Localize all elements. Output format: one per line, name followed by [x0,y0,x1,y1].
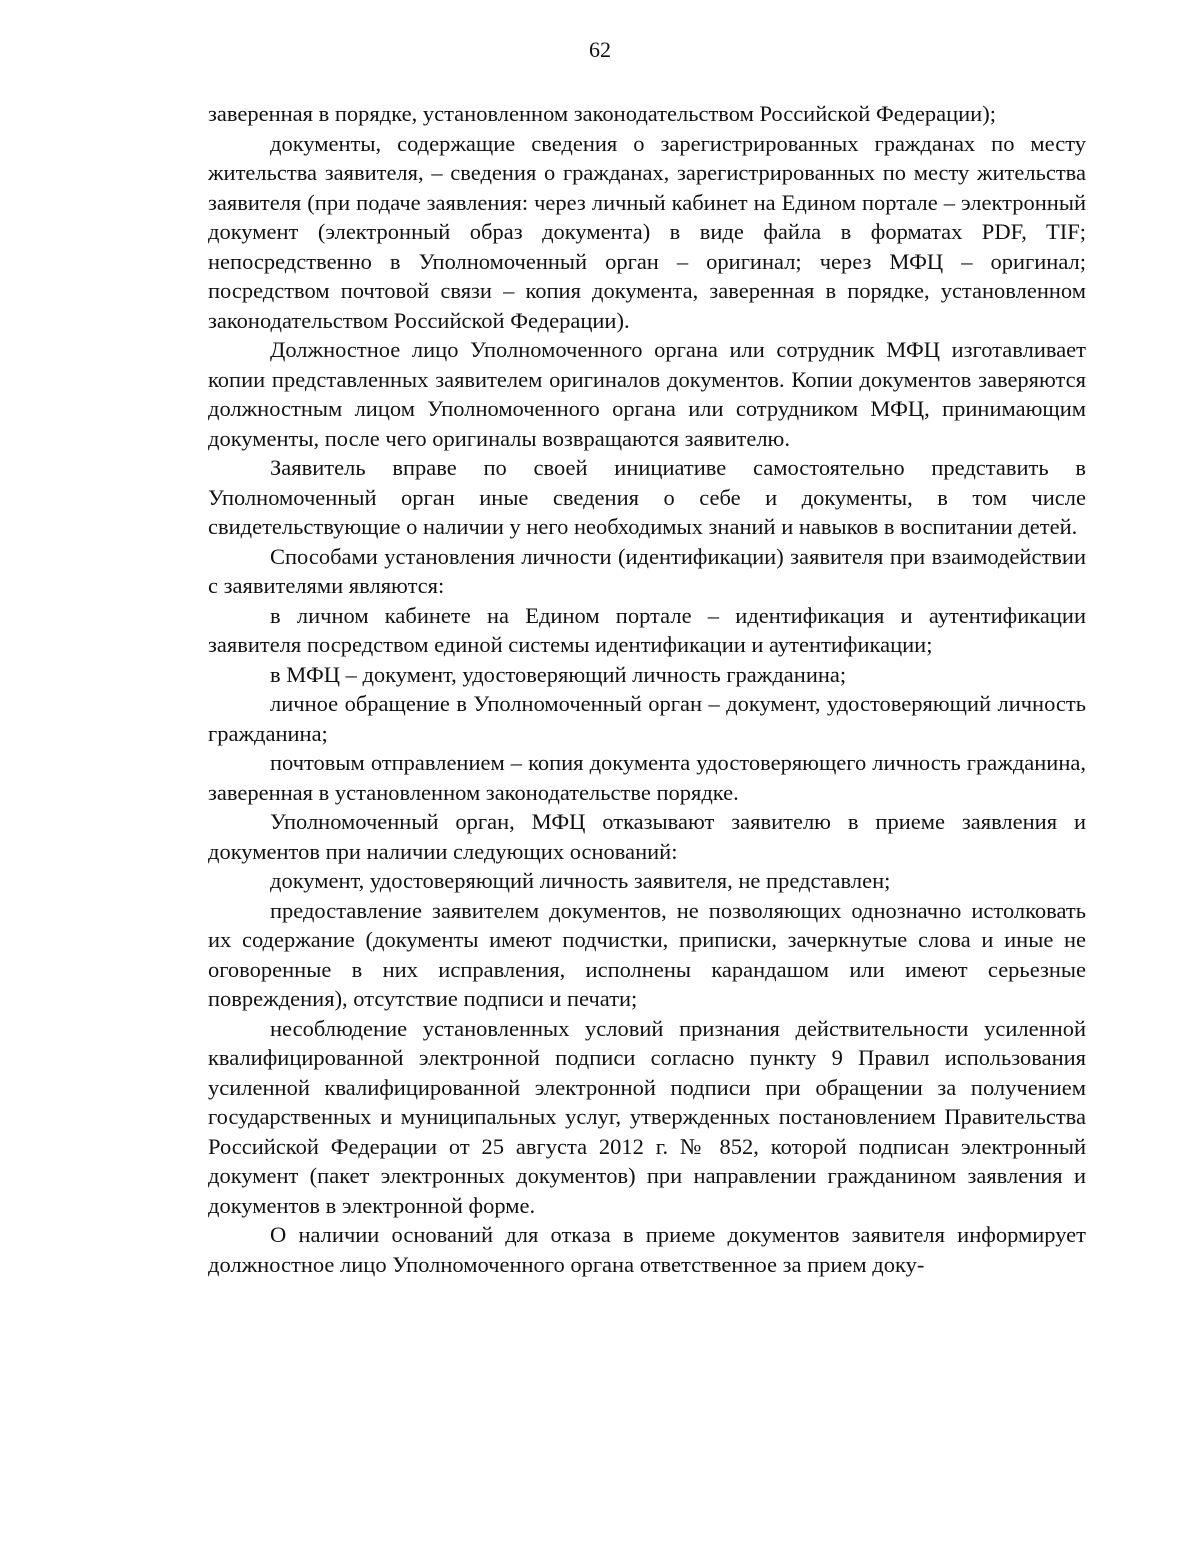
paragraph: документы, содержащие сведения о зарегистрированных гражданах по месту жительства заявителя, – сведения о гражданах, зарегистрированных по месту жительства заявителя (при подаче заявления: через личный кабинет на Едином портале – электронный документ (электронный образ документа) в виде файла в форматах PDF, TIF; непосредственно в Уполномоченный орган – оригинал; через МФЦ – оригинал; посредством почтовой связи – копия документа, заверенная в порядке, установленном законодательством Российской Федерации). [208,130,1086,333]
paragraph: предоставление заявителем документов, не позволяющих однозначно истолковать их содержание (документы имеют подчистки, приписки, зачеркнутые слова и иные не оговоренные в них исправления, исполнены карандашом или имеют серьезные повреждения), отсутствие подписи и печати; [208,897,1086,1011]
paragraph: Уполномоченный орган, МФЦ отказывают заявителю в приеме заявления и документов при наличии следующих оснований: [208,809,1086,864]
paragraph: документ, удостоверяющий личность заявителя, не представлен; [270,868,891,893]
paragraph: Должностное лицо Уполномоченного органа или сотрудник МФЦ изготавливает копии представленных заявителем оригиналов документов. Копии документов заверяются должностным лицом Уполномоченного органа или сотрудником МФЦ, принимающим документы, после чего оригиналы возвращаются заявителю. [208,337,1086,451]
paragraph: Способами установления личности (идентификации) заявителя при взаимодействии с заявителями являются: [208,543,1086,598]
paragraph: в МФЦ – документ, удостоверяющий личность гражданина; [270,661,847,687]
paragraph: О наличии оснований для отказа в приеме документов заявителя информирует должностное лицо Уполномоченного органа ответственное за прием доку- [208,1222,1086,1277]
paragraph: в личном кабинете на Едином портале – идентификация и аутентификации заявителя посредством единой системы идентификации и аутентификации; [208,602,1086,657]
paragraph: почтовым отправлением – копия документа удостоверяющего личность гражданина, заверенная в установленном законодательстве порядке. [208,750,1086,805]
paragraph: Заявитель вправе по своей инициативе самостоятельно представить в Уполномоченный орган иные сведения о себе и документы, в том числе свидетельствующие о наличии у него необходимых знаний и навыков в воспитании детей. [208,455,1086,539]
paragraph: заверенная в порядке, установленном законодательством Российской Федерации); [208,101,996,126]
document-body [208,99,1086,1279]
page-number: 62 [589,37,611,62]
paragraph: личное обращение в Уполномоченный орган – документ, удостоверяющий личность гражданина; [208,691,1086,746]
paragraph: несоблюдение установленных условий признания действительности усиленной квалифицированной электронной подписи согласно пункту 9 Правил использования усиленной квалифицированной электронной подписи при обращении за получением государственных и муниципальных услуг, утвержденных постановлением Правительства Российской Федерации от 25 августа 2012 г. № 852, которой подписан электронный документ (пакет электронных документов) при направлении гражданином заявления и документов в электронной форме. [208,1015,1086,1218]
